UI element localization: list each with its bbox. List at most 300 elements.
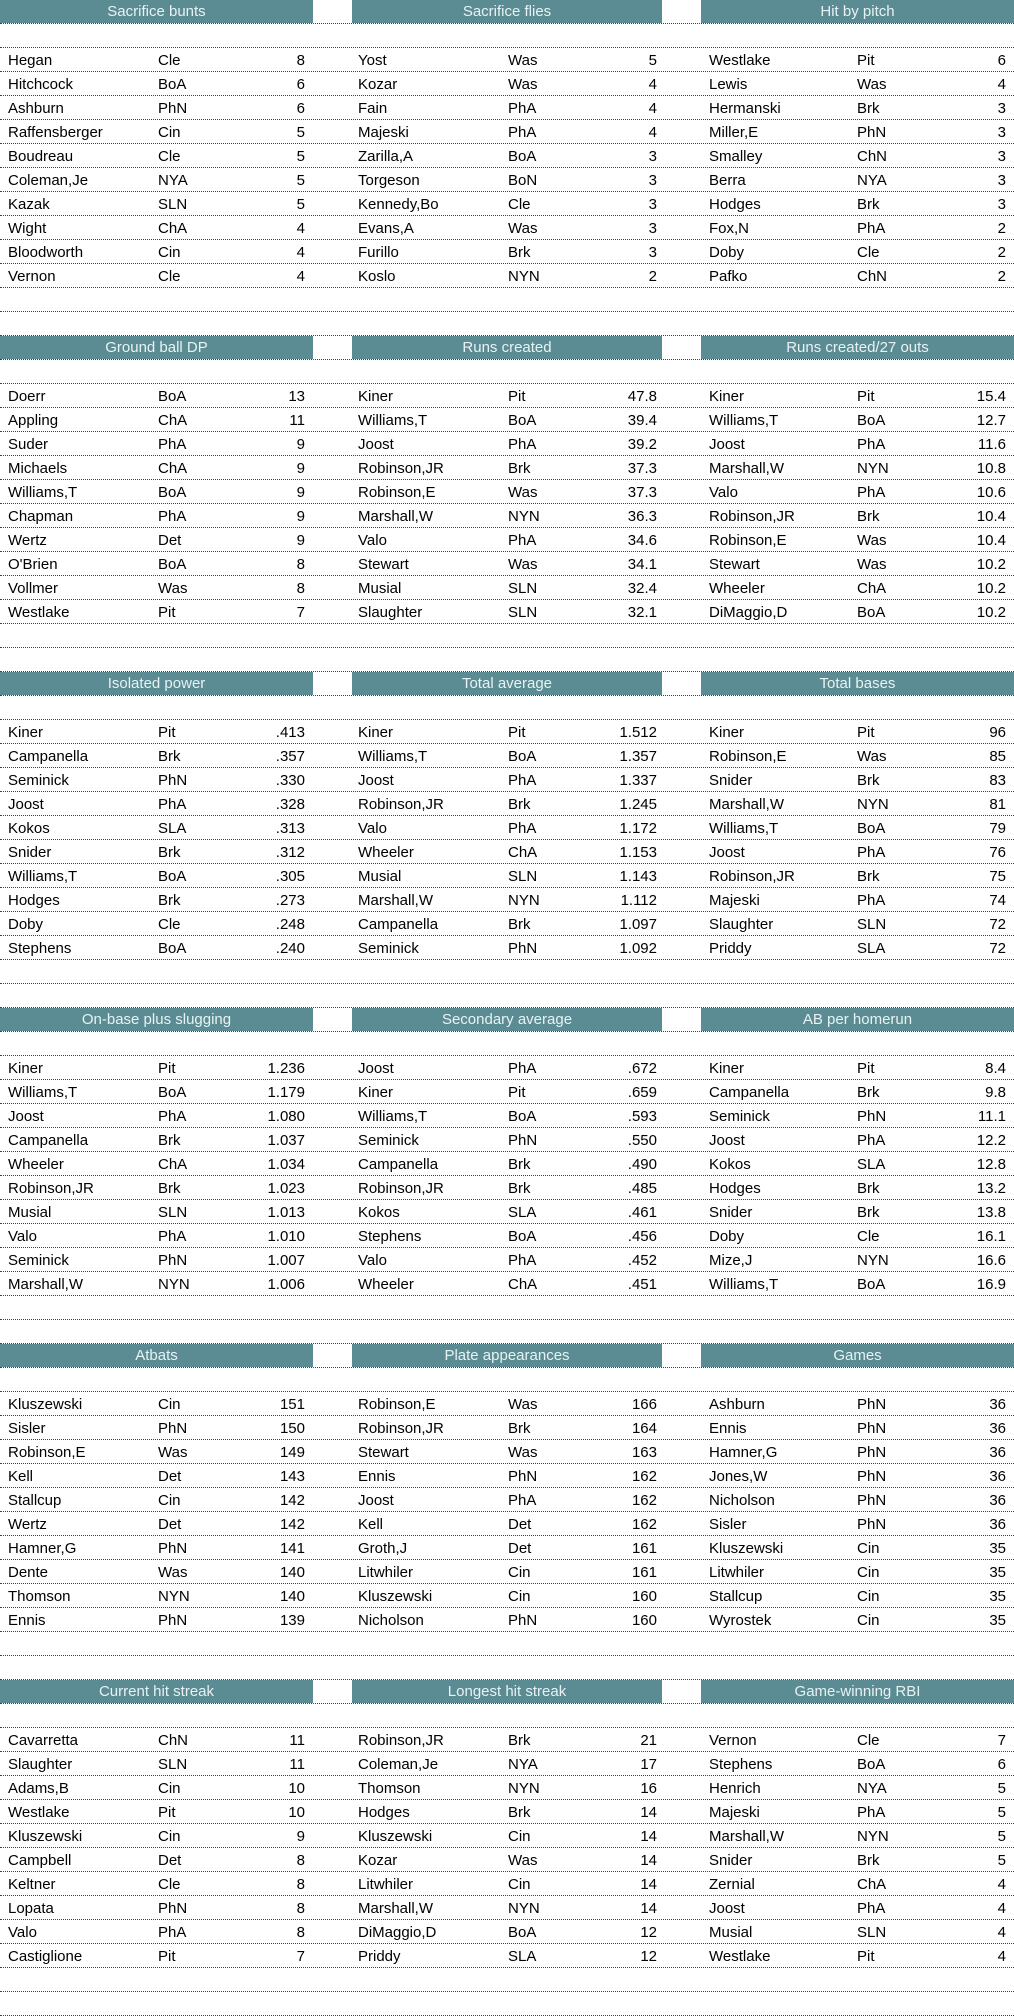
player-name: Williams,T xyxy=(358,748,428,765)
team-abbrev: NYN xyxy=(508,1780,540,1797)
player-name: Hegan xyxy=(8,52,53,69)
player-name: Majeski xyxy=(358,124,409,141)
player-name: Castiglione xyxy=(8,1948,83,1965)
player-name: Wight xyxy=(8,220,47,237)
stat-value: 83 xyxy=(989,772,1006,789)
team-abbrev: Brk xyxy=(857,1084,880,1101)
stat-value: 1.080 xyxy=(267,1108,305,1125)
stat-value: .659 xyxy=(627,1084,657,1101)
stat-value: .313 xyxy=(275,820,305,837)
player-name: Kokos xyxy=(709,1156,751,1173)
player-name: Sisler xyxy=(8,1420,46,1437)
table-row xyxy=(0,48,1014,72)
team-abbrev: Was xyxy=(158,1444,188,1461)
table-row xyxy=(0,576,1014,600)
stat-value: 162 xyxy=(631,1492,657,1509)
player-name: Kokos xyxy=(358,1204,400,1221)
player-name: Marshall,W xyxy=(8,1276,84,1293)
player-name: Marshall,W xyxy=(709,460,785,477)
team-abbrev: BoA xyxy=(158,388,187,405)
player-name: Westlake xyxy=(8,604,70,621)
stat-value: 34.6 xyxy=(627,532,657,549)
stat-value: .328 xyxy=(275,796,305,813)
stat-value: 1.097 xyxy=(619,916,657,933)
player-name: Ashburn xyxy=(709,1396,765,1413)
player-name: Kennedy,Bo xyxy=(358,196,439,213)
team-abbrev: NYN xyxy=(857,460,889,477)
team-abbrev: Cin xyxy=(857,1540,880,1557)
player-name: Nicholson xyxy=(358,1612,424,1629)
team-abbrev: Cin xyxy=(857,1612,880,1629)
team-abbrev: NYA xyxy=(857,172,887,189)
stat-value: 1.037 xyxy=(267,1132,305,1149)
stat-value: .413 xyxy=(275,724,305,741)
team-abbrev: Was xyxy=(857,748,887,765)
player-name: Snider xyxy=(709,772,753,789)
player-name: Seminick xyxy=(358,940,419,957)
stat-value: 161 xyxy=(631,1564,657,1581)
stat-value: 162 xyxy=(631,1516,657,1533)
player-name: Furillo xyxy=(358,244,399,261)
team-abbrev: BoA xyxy=(857,820,886,837)
team-abbrev: ChN xyxy=(158,1732,189,1749)
stat-value: 10.4 xyxy=(976,532,1006,549)
team-abbrev: PhA xyxy=(508,436,537,453)
player-name: Priddy xyxy=(358,1948,401,1965)
player-name: Kell xyxy=(8,1468,34,1485)
table-row xyxy=(0,96,1014,120)
player-name: Robinson,JR xyxy=(358,796,444,813)
player-name: Litwhiler xyxy=(709,1564,765,1581)
player-name: Campanella xyxy=(358,1156,439,1173)
team-abbrev: PhA xyxy=(508,820,537,837)
team-abbrev: PhN xyxy=(857,1108,887,1125)
player-name: Yost xyxy=(358,52,387,69)
team-abbrev: PhN xyxy=(158,1900,188,1917)
table-row xyxy=(0,1824,1014,1848)
category-header: Ground ball DP xyxy=(0,336,313,359)
stat-value: .248 xyxy=(275,916,305,933)
team-abbrev: BoA xyxy=(158,484,187,501)
stat-value: 8 xyxy=(296,1900,305,1917)
stat-value: .330 xyxy=(275,772,305,789)
stat-value: 72 xyxy=(989,916,1006,933)
team-abbrev: BoA xyxy=(508,1924,537,1941)
stat-value: 8 xyxy=(296,1876,305,1893)
team-abbrev: NYN xyxy=(158,1276,190,1293)
team-abbrev: PhA xyxy=(158,436,187,453)
stat-value: 11 xyxy=(289,412,305,429)
player-name: Musial xyxy=(709,1924,753,1941)
player-name: Boudreau xyxy=(8,148,74,165)
player-name: Marshall,W xyxy=(358,892,434,909)
player-name: Cavarretta xyxy=(8,1732,79,1749)
team-abbrev: Was xyxy=(508,556,538,573)
team-abbrev: PhA xyxy=(857,892,886,909)
team-abbrev: Cin xyxy=(508,1588,531,1605)
team-abbrev: Brk xyxy=(508,1180,531,1197)
player-name: Thomson xyxy=(8,1588,71,1605)
stat-value: 9 xyxy=(296,484,305,501)
player-name: Hodges xyxy=(8,892,60,909)
team-abbrev: Brk xyxy=(158,844,181,861)
category-header: Games xyxy=(701,1344,1014,1367)
team-abbrev: BoA xyxy=(508,148,537,165)
table-row xyxy=(0,528,1014,552)
stat-value: 7 xyxy=(296,604,305,621)
team-abbrev: NYN xyxy=(857,1828,889,1845)
team-abbrev: Pit xyxy=(158,1948,176,1965)
team-abbrev: Pit xyxy=(158,1804,176,1821)
player-name: Marshall,W xyxy=(709,796,785,813)
table-row xyxy=(0,552,1014,576)
player-name: Musial xyxy=(358,580,402,597)
team-abbrev: Was xyxy=(508,1396,538,1413)
team-abbrev: BoA xyxy=(158,868,187,885)
player-name: Suder xyxy=(8,436,49,453)
table-row xyxy=(0,216,1014,240)
player-name: Fain xyxy=(358,100,388,117)
stat-value: 4 xyxy=(296,268,305,285)
player-name: Slaughter xyxy=(8,1756,73,1773)
spacer-row xyxy=(0,1992,1014,2016)
team-abbrev: PhN xyxy=(158,1420,188,1437)
stat-value: 3 xyxy=(648,220,657,237)
stat-value: 141 xyxy=(279,1540,305,1557)
team-abbrev: PhN xyxy=(158,1612,188,1629)
stat-value: 149 xyxy=(279,1444,305,1461)
team-abbrev: PhN xyxy=(508,1468,538,1485)
category-header: Isolated power xyxy=(0,672,313,695)
team-abbrev: ChN xyxy=(857,148,888,165)
table-row xyxy=(0,144,1014,168)
team-abbrev: SLN xyxy=(857,916,887,933)
player-name: Seminick xyxy=(709,1108,770,1125)
team-abbrev: Was xyxy=(508,52,538,69)
team-abbrev: SLN xyxy=(508,604,538,621)
table-row xyxy=(0,384,1014,408)
player-name: Joost xyxy=(709,1132,745,1149)
stat-value: 8 xyxy=(296,556,305,573)
team-abbrev: Brk xyxy=(508,1156,531,1173)
table-row xyxy=(0,264,1014,288)
player-name: Litwhiler xyxy=(358,1876,414,1893)
team-abbrev: Cle xyxy=(857,1228,880,1245)
team-abbrev: Brk xyxy=(857,1180,880,1197)
table-row xyxy=(0,432,1014,456)
team-abbrev: BoA xyxy=(158,1084,187,1101)
stat-value: 6 xyxy=(296,100,305,117)
team-abbrev: BoA xyxy=(158,940,187,957)
team-abbrev: Brk xyxy=(508,916,531,933)
player-name: Joost xyxy=(8,1108,44,1125)
player-name: Kiner xyxy=(358,388,394,405)
stat-value: 2 xyxy=(997,220,1006,237)
team-abbrev: PhN xyxy=(857,1444,887,1461)
player-name: Hodges xyxy=(358,1804,410,1821)
player-name: Robinson,JR xyxy=(709,508,795,525)
stat-value: 160 xyxy=(631,1588,657,1605)
team-abbrev: Det xyxy=(508,1516,532,1533)
table-row xyxy=(0,1536,1014,1560)
stat-value: 1.034 xyxy=(267,1156,305,1173)
player-name: Wertz xyxy=(8,1516,47,1533)
player-name: Adams,B xyxy=(8,1780,69,1797)
player-name: Kiner xyxy=(709,1060,745,1077)
team-abbrev: PhA xyxy=(857,1900,886,1917)
team-abbrev: Det xyxy=(508,1540,532,1557)
stat-value: 14 xyxy=(640,1876,657,1893)
stat-value: 163 xyxy=(631,1444,657,1461)
stat-value: 1.179 xyxy=(267,1084,305,1101)
team-abbrev: Pit xyxy=(857,1948,875,1965)
table-row xyxy=(0,816,1014,840)
team-abbrev: SLA xyxy=(857,1156,886,1173)
player-name: Stephens xyxy=(8,940,72,957)
stat-value: .452 xyxy=(627,1252,657,1269)
player-name: Vollmer xyxy=(8,580,59,597)
player-name: Kluszewski xyxy=(358,1588,433,1605)
stat-value: 1.006 xyxy=(267,1276,305,1293)
table-row xyxy=(0,744,1014,768)
team-abbrev: PhA xyxy=(508,532,537,549)
player-name: Campanella xyxy=(8,1132,89,1149)
player-name: Westlake xyxy=(8,1804,70,1821)
player-name: Marshall,W xyxy=(709,1828,785,1845)
stat-value: 12 xyxy=(640,1924,657,1941)
stat-value: 7 xyxy=(296,1948,305,1965)
team-abbrev: NYN xyxy=(508,1900,540,1917)
player-name: Williams,T xyxy=(358,412,428,429)
table-row xyxy=(0,1224,1014,1248)
team-abbrev: Brk xyxy=(857,196,880,213)
stat-value: 6 xyxy=(296,76,305,93)
team-abbrev: Was xyxy=(857,76,887,93)
table-row xyxy=(0,120,1014,144)
stat-value: 39.2 xyxy=(627,436,657,453)
stat-value: 12.2 xyxy=(976,1132,1006,1149)
team-abbrev: NYA xyxy=(857,1780,887,1797)
stat-value: 37.3 xyxy=(627,460,657,477)
team-abbrev: PhN xyxy=(508,1612,538,1629)
table-row xyxy=(0,1200,1014,1224)
team-abbrev: ChN xyxy=(857,268,888,285)
table-row xyxy=(0,1896,1014,1920)
team-abbrev: NYN xyxy=(158,1588,190,1605)
stat-value: 35 xyxy=(989,1612,1006,1629)
stat-value: 5 xyxy=(997,1804,1006,1821)
stat-value: 160 xyxy=(631,1612,657,1629)
table-row xyxy=(0,936,1014,960)
player-name: Robinson,E xyxy=(709,532,787,549)
stat-value: 2 xyxy=(997,268,1006,285)
stat-value: .672 xyxy=(627,1060,657,1077)
spacer-row xyxy=(0,1368,1014,1392)
team-abbrev: Brk xyxy=(158,892,181,909)
team-abbrev: Cin xyxy=(158,124,181,141)
stat-value: 10.8 xyxy=(976,460,1006,477)
stat-value: 5 xyxy=(997,1852,1006,1869)
player-name: Priddy xyxy=(709,940,752,957)
team-abbrev: Was xyxy=(508,220,538,237)
category-header: Sacrifice flies xyxy=(352,0,662,23)
team-abbrev: PhN xyxy=(857,1396,887,1413)
team-abbrev: Brk xyxy=(508,1732,531,1749)
stat-value: .451 xyxy=(627,1276,657,1293)
spacer-row xyxy=(0,1656,1014,1680)
player-name: Stephens xyxy=(358,1228,422,1245)
spacer-row xyxy=(0,696,1014,720)
team-abbrev: NYN xyxy=(508,892,540,909)
stat-value: 4 xyxy=(648,76,657,93)
player-name: Torgeson xyxy=(358,172,420,189)
stat-value: 1.153 xyxy=(619,844,657,861)
stat-value: 36 xyxy=(989,1492,1006,1509)
player-name: Robinson,JR xyxy=(358,1732,444,1749)
team-abbrev: ChA xyxy=(158,220,188,237)
player-name: Slaughter xyxy=(709,916,774,933)
team-abbrev: Pit xyxy=(508,724,526,741)
stat-value: 3 xyxy=(648,244,657,261)
team-abbrev: Cle xyxy=(158,52,181,69)
player-name: Smalley xyxy=(709,148,763,165)
stat-value: 1.357 xyxy=(619,748,657,765)
stat-value: 15.4 xyxy=(976,388,1006,405)
stat-value: 36 xyxy=(989,1444,1006,1461)
team-abbrev: BoA xyxy=(158,556,187,573)
player-name: Zernial xyxy=(709,1876,755,1893)
team-abbrev: SLA xyxy=(857,940,886,957)
stat-value: 4 xyxy=(648,100,657,117)
player-name: Williams,T xyxy=(709,1276,779,1293)
table-row xyxy=(0,1920,1014,1944)
team-abbrev: Cin xyxy=(158,1492,181,1509)
team-abbrev: BoA xyxy=(857,604,886,621)
player-name: Musial xyxy=(8,1204,52,1221)
spacer-row xyxy=(0,24,1014,48)
stat-value: 4 xyxy=(997,1948,1006,1965)
stat-value: 3 xyxy=(648,172,657,189)
team-abbrev: Brk xyxy=(158,1180,181,1197)
player-name: Lopata xyxy=(8,1900,54,1917)
stat-value: 12 xyxy=(640,1948,657,1965)
category-header: AB per homerun xyxy=(701,1008,1014,1031)
stat-value: 1.007 xyxy=(267,1252,305,1269)
table-row xyxy=(0,1512,1014,1536)
stat-value: 81 xyxy=(989,796,1006,813)
stat-value: .273 xyxy=(275,892,305,909)
player-name: Hitchcock xyxy=(8,76,74,93)
player-name: Ennis xyxy=(358,1468,396,1485)
stat-value: 11.1 xyxy=(977,1108,1006,1125)
stat-value: 7 xyxy=(997,1732,1006,1749)
stat-value: .485 xyxy=(627,1180,657,1197)
player-name: Hamner,G xyxy=(8,1540,77,1557)
player-name: Bloodworth xyxy=(8,244,84,261)
stat-value: 21 xyxy=(640,1732,657,1749)
player-name: Wyrostek xyxy=(709,1612,772,1629)
stat-value: 11.6 xyxy=(977,436,1006,453)
stat-value: 13 xyxy=(288,388,305,405)
table-row xyxy=(0,456,1014,480)
team-abbrev: PhA xyxy=(158,1924,187,1941)
team-abbrev: BoA xyxy=(158,76,187,93)
spacer-row xyxy=(0,312,1014,336)
team-abbrev: PhA xyxy=(857,436,886,453)
table-row xyxy=(0,792,1014,816)
stat-value: 10.2 xyxy=(976,604,1006,621)
player-name: Williams,T xyxy=(8,1084,78,1101)
player-name: Ennis xyxy=(8,1612,46,1629)
stat-value: 10.4 xyxy=(976,508,1006,525)
stat-value: 5 xyxy=(997,1780,1006,1797)
team-abbrev: Brk xyxy=(508,1420,531,1437)
stat-value: 150 xyxy=(279,1420,305,1437)
spacer-row xyxy=(0,648,1014,672)
category-header: Runs created/27 outs xyxy=(701,336,1014,359)
table-row xyxy=(0,1608,1014,1632)
table-row xyxy=(0,1800,1014,1824)
team-abbrev: Cin xyxy=(158,1396,181,1413)
player-name: Kluszewski xyxy=(358,1828,433,1845)
player-name: Campbell xyxy=(8,1852,72,1869)
team-abbrev: Brk xyxy=(857,868,880,885)
team-abbrev: Cle xyxy=(857,244,880,261)
player-name: Kiner xyxy=(8,724,44,741)
player-name: Williams,T xyxy=(8,868,78,885)
team-abbrev: PhA xyxy=(857,1804,886,1821)
stat-value: 17 xyxy=(640,1756,657,1773)
category-header: Total average xyxy=(352,672,662,695)
player-name: Miller,E xyxy=(709,124,759,141)
stat-value: 1.172 xyxy=(619,820,657,837)
stat-value: 96 xyxy=(989,724,1006,741)
team-abbrev: Pit xyxy=(158,724,176,741)
team-abbrev: Brk xyxy=(857,1204,880,1221)
player-name: Joost xyxy=(8,796,44,813)
team-abbrev: ChA xyxy=(158,460,188,477)
stat-value: 8 xyxy=(296,1924,305,1941)
player-name: Valo xyxy=(8,1228,37,1245)
category-header: On-base plus slugging xyxy=(0,1008,313,1031)
stat-value: 1.023 xyxy=(267,1180,305,1197)
team-abbrev: BoA xyxy=(857,1276,886,1293)
player-name: Seminick xyxy=(358,1132,419,1149)
table-row xyxy=(0,72,1014,96)
team-abbrev: SLA xyxy=(508,1948,537,1965)
player-name: Marshall,W xyxy=(358,508,434,525)
team-abbrev: PhA xyxy=(508,1492,537,1509)
stat-value: 14 xyxy=(640,1804,657,1821)
stat-value: 10.2 xyxy=(976,580,1006,597)
player-name: Majeski xyxy=(709,892,760,909)
team-abbrev: PhA xyxy=(508,1252,537,1269)
player-name: Ennis xyxy=(709,1420,747,1437)
table-row xyxy=(0,1752,1014,1776)
stat-value: 36 xyxy=(989,1468,1006,1485)
stat-value: 3 xyxy=(997,124,1006,141)
stat-value: 36 xyxy=(989,1396,1006,1413)
player-name: Robinson,JR xyxy=(358,1180,444,1197)
player-name: Chapman xyxy=(8,508,74,525)
team-abbrev: Brk xyxy=(508,1804,531,1821)
team-abbrev: SLN xyxy=(158,196,188,213)
table-row xyxy=(0,1080,1014,1104)
stat-value: 5 xyxy=(296,148,305,165)
team-abbrev: PhN xyxy=(158,1540,188,1557)
stat-value: 142 xyxy=(279,1516,305,1533)
stat-value: 35 xyxy=(989,1564,1006,1581)
